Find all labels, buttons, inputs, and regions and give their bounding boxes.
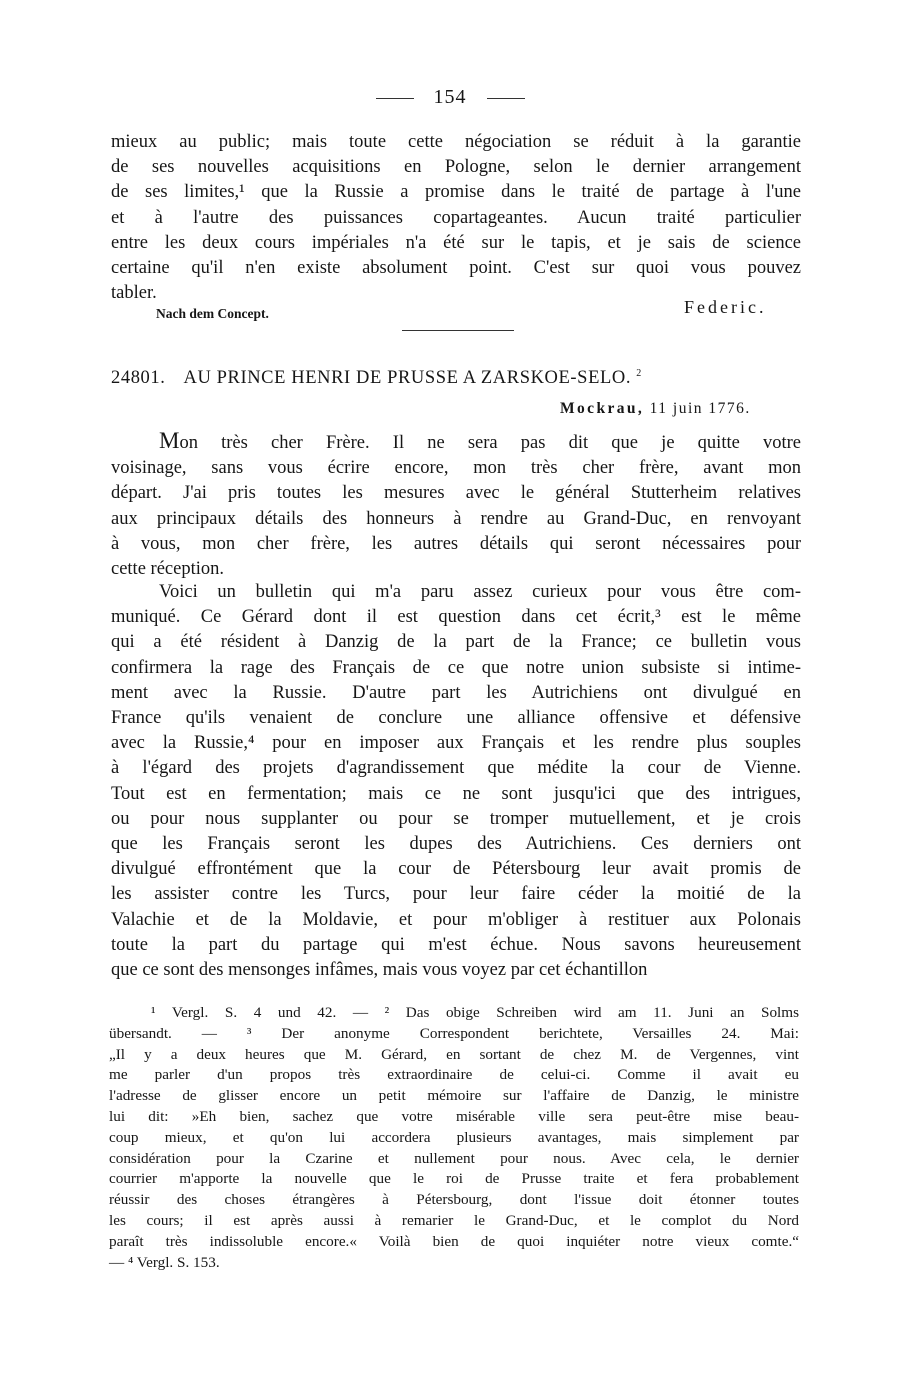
footnote-line: ¹ Vergl. S. 4 und 42. — ² Das obige Schreiben wird am 11. Juni an Solms (151, 1004, 799, 1021)
text-line: avec la Russie,⁴ pour en imposer aux Français et les rendre plus souples (111, 733, 801, 754)
text-line: départ. J'ai pris toutes les mesures avec le général Stutterheim relatives (111, 483, 801, 504)
text-line: ou pour nous supplanter ou pour se tromper mutuellement, et je crois (111, 808, 801, 829)
letter-date: 11 juin 1776. (649, 400, 751, 417)
text-line (111, 428, 801, 456)
text-line: certaine qu'il n'en existe absolument point. C'est sur quoi vous pouvez (111, 258, 801, 279)
page-header (0, 86, 900, 109)
text-line: qui a été résident à Danzig de la part de la France; ce bulletin vous (111, 632, 801, 653)
text-line: France qu'ils venaient de conclure une alliance offensive et défensive (111, 708, 801, 729)
text-line: Voici un bulletin qui m'a paru assez curieux pour vous être com- (159, 582, 801, 602)
letter-heading-footnote-ref: 2 (636, 368, 642, 379)
text-line: entre les deux cours impériales n'a été sur le tapis, et je sais de science (111, 232, 801, 253)
text-line: cette réception. (111, 559, 224, 580)
footnote-line: l'adresse de glisser encore un petit mémoire sur l'affaire de Danzig, le ministre (109, 1087, 799, 1105)
footnote-line: courrier m'apporte la nouvelle que le roi de Prusse traite et fera probablement (109, 1170, 799, 1188)
text-line: que ce sont des mensonges infâmes, mais vous voyez par cet échantillon (111, 960, 648, 981)
letter-dateline (560, 400, 751, 418)
signature: Federic. (684, 297, 767, 317)
text-line: muniqué. Ce Gérard dont il est question dans cet écrit,³ est le même (111, 607, 801, 628)
text-line: les assister contre les Turcs, pour leur faire céder la moitié de la (111, 884, 801, 905)
salutation-initial: M (159, 428, 180, 453)
letter-paragraph-2 (111, 580, 801, 983)
header-rule-right (487, 98, 525, 99)
section-divider (402, 330, 514, 331)
text-line: que les Français seront les dupes des Autrichiens. Ces derniers ont (111, 834, 801, 855)
text-line: Valachie et de la Moldavie, et pour m'obliger à restituer aux Polonais (111, 909, 801, 930)
footnotes (109, 1003, 799, 1273)
text-line: de ses limites,¹ que la Russie a promise dans le traité de partage à l'une (111, 182, 801, 203)
text-line: à vous, mon cher frère, les autres détails qui seront nécessaires pour (111, 533, 801, 554)
footnote-line: me parler d'un propos très extraordinaire de celui-ci. Comme il avait eu (109, 1066, 799, 1084)
text-line: divulgué effrontément que la cour de Pétersbourg leur avait promis de (111, 859, 801, 880)
footnote-line: considération pour la Czarine et nullement pour nous. Avec cela, le dernier (109, 1149, 799, 1167)
footnote-line: paraît très indissoluble encore.« Voilà bien de quoi inquiéter notre vieux comte.“ (109, 1232, 799, 1250)
text-line-rest: on très cher Frère. Il ne sera pas dit que je quitte votre (179, 433, 801, 453)
text-line: tabler. (111, 283, 157, 304)
footnote-line: coup mieux, et qu'on lui accordera plusieurs avantages, mais simplement par (109, 1128, 799, 1146)
text-line: ment avec la Russie. D'autre part les Autrichiens ont divulgué en (111, 682, 801, 703)
text-line: mieux au public; mais toute cette négociation se réduit à la garantie (111, 132, 801, 152)
footnote-line: „Il y a deux heures que M. Gérard, en sortant de chez M. de Vergennes, vint (109, 1045, 799, 1063)
text-line: aux principaux détails des honneurs à rendre au Grand-Duc, en renvoyant (111, 508, 801, 529)
letter-heading (111, 368, 811, 389)
text-line: confirmera la rage des Français de ce que notre union subsiste si intime- (111, 657, 801, 678)
footnote-line: les cours; il est après aussi à remarier le Grand-Duc, et le complot du Nord (109, 1211, 799, 1229)
text-line: à l'égard des projets d'agrandissement que médite la cour de Vienne. (111, 758, 801, 779)
text-line: et à l'autre des puissances copartageantes. Aucun traité particulier (111, 207, 801, 228)
footnote-line: lui dit: »Eh bien, sachez que votre misérable ville sera peut-être mise beau- (109, 1107, 799, 1125)
text-line: voisinage, sans vous écrire encore, mon très cher frère, avant mon (111, 458, 801, 479)
text-line: toute la part du partage qui m'est échue. Nous savons heureusement (111, 934, 801, 955)
letter-paragraph-1 (111, 428, 801, 582)
footnote-line: — ⁴ Vergl. S. 153. (109, 1253, 220, 1271)
header-rule-left (376, 98, 414, 99)
letter-place: Mockrau, (560, 400, 645, 417)
footnote-line: übersandt. — ³ Der anonyme Correspondent berichtete, Versailles 24. Mai: (109, 1024, 799, 1042)
letter-title: AU PRINCE HENRI DE PRUSSE A ZARSKOE-SELO. (183, 368, 632, 389)
letter-number: 24801. (111, 368, 166, 389)
text-line: de ses nouvelles acquisitions en Pologne, selon le dernier arrangement (111, 157, 801, 178)
text-line: Tout est en fermentation; mais ce ne sont jusqu'ici que des intrigues, (111, 783, 801, 804)
concept-note: Nach dem Concept. (156, 306, 269, 321)
footnote-line: réussir des choses étrangères à Pétersbourg, dont l'issue doit étonner toutes (109, 1191, 799, 1209)
continued-paragraph (111, 130, 801, 306)
page-number: 154 (433, 86, 467, 108)
